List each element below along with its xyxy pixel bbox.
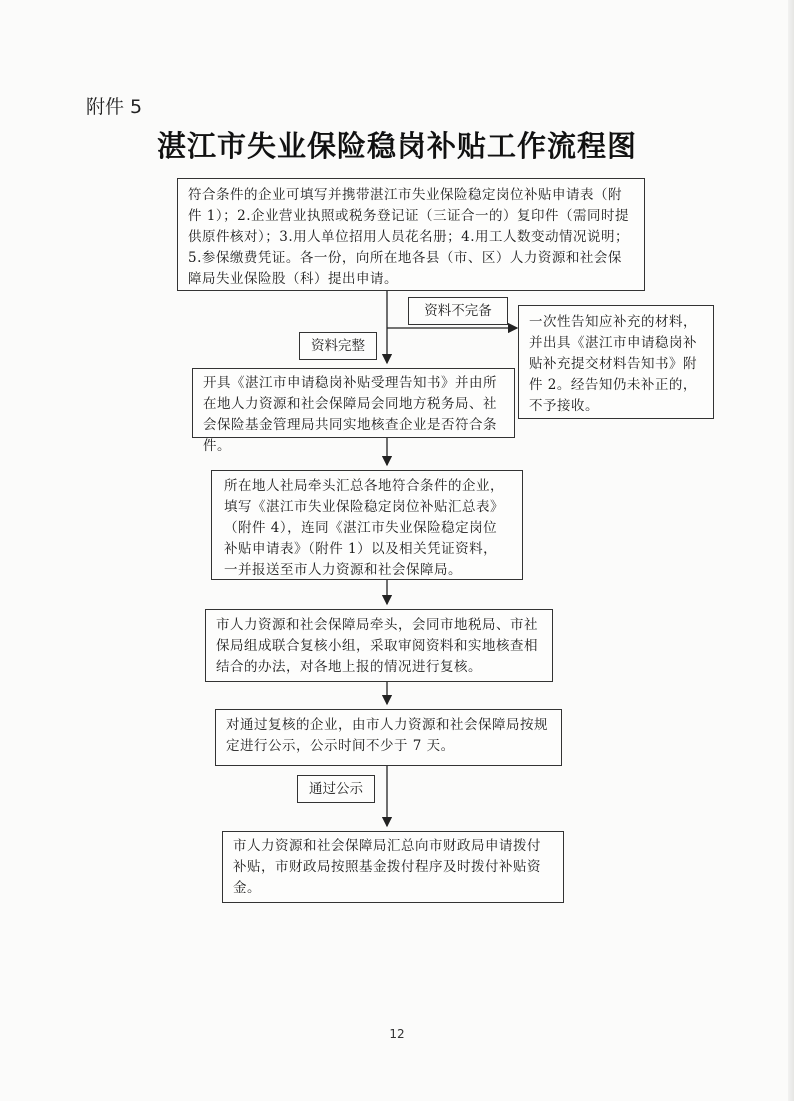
step-review (205, 609, 553, 682)
label-incomplete: 资料不完备 (408, 297, 508, 325)
step-apply (177, 178, 645, 291)
step-accept (192, 368, 515, 454)
page-title: 湛江市失业保险稳岗补贴工作流程图 (156, 129, 637, 163)
page-number: 12 (389, 1027, 405, 1041)
step-payment (222, 831, 564, 903)
attachment-label: 附件 5 (86, 96, 143, 118)
step-payment-text: 市人力资源和社会保障局汇总向市财政局申请拨付补贴，市财政局按照基金拨付程序及时拨付补贴资金。 (233, 838, 541, 896)
label-complete: 资料完整 (299, 332, 377, 360)
step-review-text: 市人力资源和社会保障局牵头，会同市地税局、市社保局组成联合复核小组，采取审阅资料和实地核查相结合的办法，对各地上报的情况进行复核。 (216, 617, 538, 675)
step-publicize (215, 709, 562, 766)
step-accept-text: 开具《湛江市申请稳岗补贴受理告知书》并由所在地人力资源和社会保障局会同地方税务局、社会保险基金管理局共同实地核查企业是否符合条件。 (203, 375, 497, 454)
step-apply-text: 符合条件的企业可填写并携带湛江市失业保险稳定岗位补贴申请表（附件 1）；2.企业营业执照或税务登记证（三证合一的）复印件（需同时提供原件核对）；3.用人单位招用人员花名册；4.用工人数变动情况说明；5.参保缴费凭证。各一份，向所在地各县（市、区）人力资源和社会保障局失业保险股（科）提出申请。 (188, 187, 630, 287)
step-incomplete-notice (518, 305, 714, 419)
step-summarize (211, 470, 523, 580)
step-summarize-text: 所在地人社局牵头汇总各地符合条件的企业，填写《湛江市失业保险稳定岗位补贴汇总表》（附件 4），连同《湛江市失业保险稳定岗位补贴申请表》（附件 1）以及相关凭证资料，一并报送至市人力资源和社会保障局。 (224, 478, 504, 578)
label-passed: 通过公示 (297, 775, 375, 803)
step-publicize-text: 对通过复核的企业，由市人力资源和社会保障局按规定进行公示，公示时间不少于 7 天。 (226, 717, 548, 754)
step-incomplete-notice-text: 一次性告知应补充的材料，并出具《湛江市申请稳岗补贴补充提交材料告知书》附件 2。经告知仍未补正的，不予接收。 (529, 314, 697, 414)
